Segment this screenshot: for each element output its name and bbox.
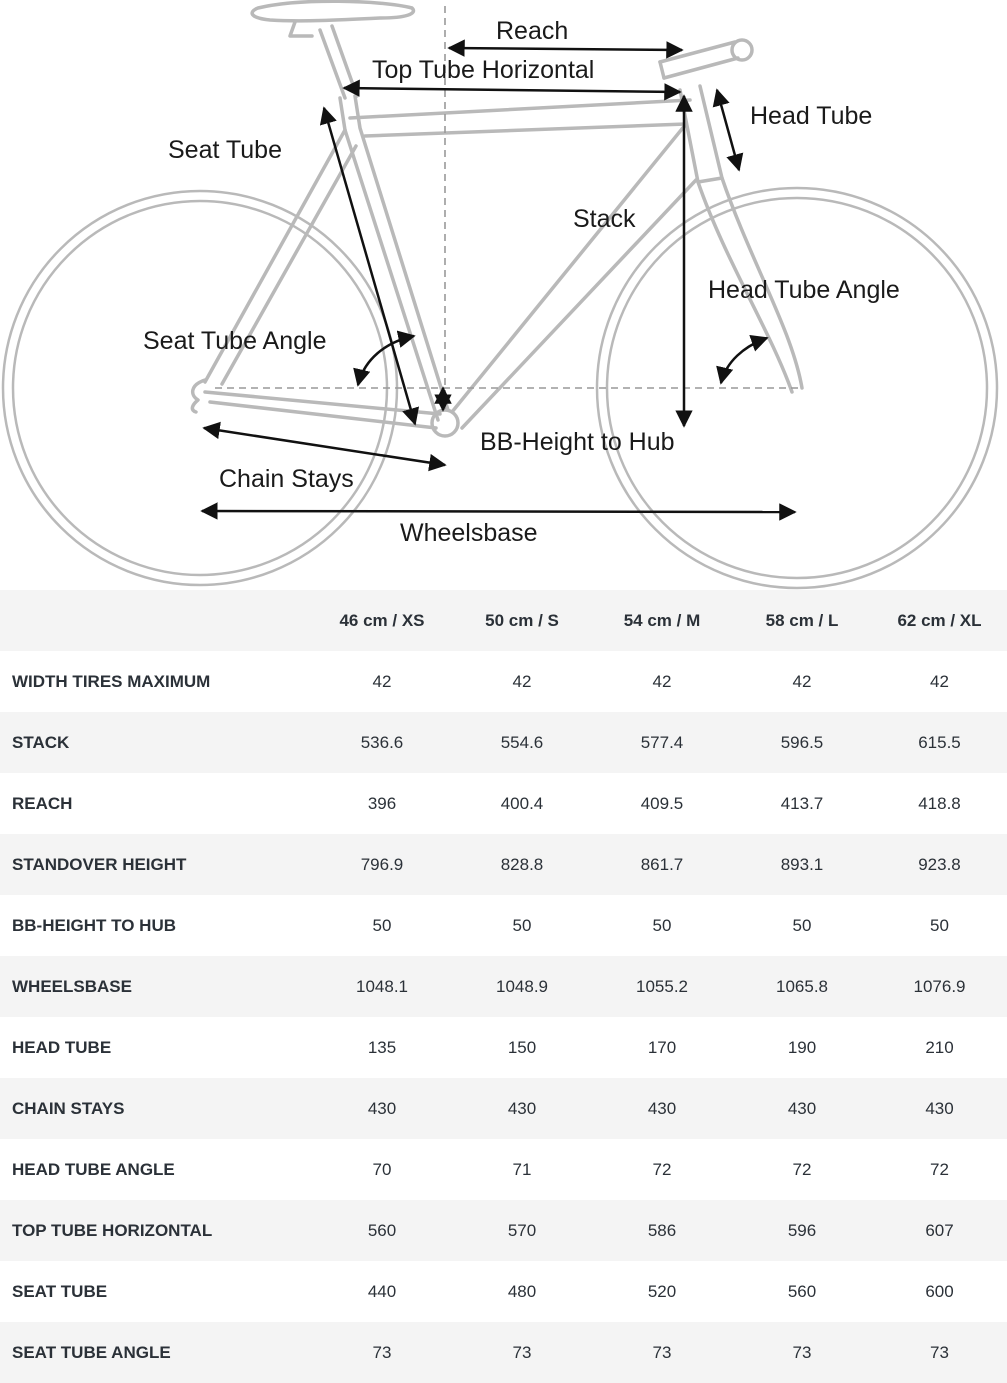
bike-diagram-svg bbox=[0, 0, 1007, 590]
label-reach: Reach bbox=[496, 17, 569, 45]
table-cell: 796.9 bbox=[360, 854, 404, 874]
table-cell: 50 bbox=[372, 915, 392, 935]
table-row bbox=[0, 956, 1007, 1017]
table-cell: 413.7 bbox=[780, 793, 824, 813]
table-cell: 42 bbox=[512, 671, 532, 691]
table-cell: 42 bbox=[652, 671, 672, 691]
column-header: 62 cm / XL bbox=[897, 610, 982, 630]
table-cell: 923.8 bbox=[918, 854, 961, 874]
table-cell: 1055.2 bbox=[636, 976, 688, 996]
label-stack: Stack bbox=[573, 205, 636, 233]
row-label: HEAD TUBE bbox=[12, 1037, 112, 1057]
head-tube-arrow bbox=[717, 90, 739, 170]
table-cell: 170 bbox=[647, 1037, 677, 1057]
table-cell: 72 bbox=[930, 1159, 949, 1179]
top-tube-arrow bbox=[344, 88, 680, 92]
table-cell: 150 bbox=[507, 1037, 537, 1057]
table-cell: 1076.9 bbox=[913, 976, 966, 996]
table-cell: 50 bbox=[512, 915, 532, 935]
geometry-table bbox=[0, 590, 1007, 1383]
table-cell: 560 bbox=[787, 1281, 817, 1301]
table-row bbox=[0, 651, 1007, 712]
table-row bbox=[0, 773, 1007, 834]
label-chain-stays: Chain Stays bbox=[219, 465, 354, 493]
table-cell: 577.4 bbox=[640, 732, 684, 752]
table-cell: 536.6 bbox=[360, 732, 404, 752]
table-cell: 418.8 bbox=[918, 793, 961, 813]
label-wheelsbase: Wheelsbase bbox=[400, 519, 538, 547]
table-cell: 42 bbox=[930, 671, 949, 691]
table-cell: 73 bbox=[512, 1342, 532, 1362]
label-top-tube-horizontal: Top Tube Horizontal bbox=[372, 56, 595, 84]
label-head-tube-angle: Head Tube Angle bbox=[708, 276, 900, 304]
table-cell: 50 bbox=[792, 915, 812, 935]
table-cell: 73 bbox=[372, 1342, 392, 1362]
table-cell: 596.5 bbox=[780, 732, 824, 752]
table-cell: 554.6 bbox=[500, 732, 544, 752]
table-cell: 400.4 bbox=[500, 793, 544, 813]
column-header: 50 cm / S bbox=[485, 610, 559, 630]
table-row bbox=[0, 834, 1007, 895]
table-cell: 430 bbox=[925, 1098, 954, 1118]
table-cell: 42 bbox=[792, 671, 812, 691]
row-label: BB-HEIGHT TO HUB bbox=[12, 915, 177, 935]
row-label: REACH bbox=[12, 793, 73, 813]
table-cell: 71 bbox=[512, 1159, 532, 1179]
head-tube-angle-arrow bbox=[721, 338, 767, 383]
table-cell: 73 bbox=[792, 1342, 812, 1362]
table-row bbox=[0, 1017, 1007, 1078]
table-cell: 72 bbox=[652, 1159, 672, 1179]
table-cell: 430 bbox=[367, 1098, 397, 1118]
table-cell: 600 bbox=[925, 1281, 954, 1301]
table-row bbox=[0, 1322, 1007, 1383]
table-cell: 430 bbox=[787, 1098, 817, 1118]
column-header: 46 cm / XS bbox=[339, 610, 425, 630]
table-cell: 50 bbox=[930, 915, 949, 935]
table-cell: 1065.8 bbox=[776, 976, 828, 996]
column-header: 54 cm / M bbox=[623, 610, 701, 630]
table-row bbox=[0, 1078, 1007, 1139]
header-blank bbox=[0, 590, 312, 651]
table-row bbox=[0, 1200, 1007, 1261]
row-label: STANDOVER HEIGHT bbox=[12, 854, 187, 874]
table-cell: 861.7 bbox=[640, 854, 684, 874]
geometry-diagram bbox=[0, 0, 1007, 590]
table-cell: 1048.1 bbox=[356, 976, 408, 996]
table-cell: 586 bbox=[647, 1220, 677, 1240]
table-cell: 607 bbox=[925, 1220, 954, 1240]
label-head-tube: Head Tube bbox=[750, 102, 873, 130]
table-cell: 520 bbox=[647, 1281, 677, 1301]
table-cell: 135 bbox=[367, 1037, 397, 1057]
table-cell: 480 bbox=[507, 1281, 537, 1301]
table-cell: 72 bbox=[792, 1159, 812, 1179]
row-label: SEAT TUBE ANGLE bbox=[12, 1342, 171, 1362]
table-cell: 73 bbox=[652, 1342, 672, 1362]
row-label: WHEELSBASE bbox=[12, 976, 132, 996]
table-cell: 50 bbox=[652, 915, 672, 935]
table-cell: 190 bbox=[787, 1037, 817, 1057]
table-cell: 210 bbox=[925, 1037, 954, 1057]
row-label: WIDTH TIRES MAXIMUM bbox=[12, 671, 211, 691]
table-cell: 396 bbox=[367, 793, 397, 813]
label-seat-tube-angle: Seat Tube Angle bbox=[143, 327, 327, 355]
table-row bbox=[0, 1139, 1007, 1200]
table-cell: 828.8 bbox=[500, 854, 544, 874]
table-cell: 440 bbox=[367, 1281, 397, 1301]
table-cell: 430 bbox=[507, 1098, 537, 1118]
table-row bbox=[0, 1261, 1007, 1322]
table-cell: 1048.9 bbox=[496, 976, 548, 996]
row-label: SEAT TUBE bbox=[12, 1281, 108, 1301]
column-header: 58 cm / L bbox=[765, 610, 839, 630]
table-cell: 409.5 bbox=[640, 793, 684, 813]
table-row bbox=[0, 712, 1007, 773]
row-label: HEAD TUBE ANGLE bbox=[12, 1159, 175, 1179]
wheelsbase-arrow bbox=[202, 511, 795, 512]
row-label: TOP TUBE HORIZONTAL bbox=[12, 1220, 213, 1240]
table-cell: 570 bbox=[507, 1220, 537, 1240]
table-cell: 430 bbox=[647, 1098, 677, 1118]
row-label: CHAIN STAYS bbox=[12, 1098, 125, 1118]
table-cell: 596 bbox=[787, 1220, 817, 1240]
table-cell: 73 bbox=[930, 1342, 949, 1362]
table-cell: 42 bbox=[372, 671, 392, 691]
table-cell: 893.1 bbox=[780, 854, 824, 874]
table-header-row bbox=[0, 590, 1007, 651]
table-cell: 615.5 bbox=[918, 732, 961, 752]
table-row bbox=[0, 895, 1007, 956]
reach-arrow bbox=[449, 48, 682, 50]
label-seat-tube: Seat Tube bbox=[168, 136, 282, 164]
table-body bbox=[0, 651, 1007, 1383]
table-cell: 70 bbox=[372, 1159, 392, 1179]
label-bb-height-to-hub: BB-Height to Hub bbox=[480, 428, 675, 456]
chain-stays-arrow bbox=[204, 428, 445, 465]
table-cell: 560 bbox=[367, 1220, 397, 1240]
row-label: STACK bbox=[12, 732, 70, 752]
